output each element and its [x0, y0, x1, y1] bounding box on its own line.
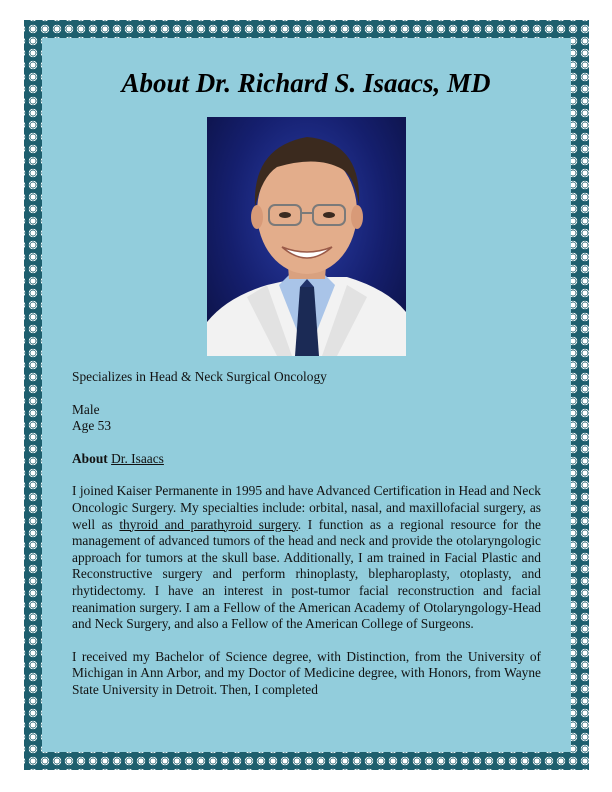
doctor-name-link[interactable]: Dr. Isaacs: [111, 450, 164, 466]
doctor-photo: [207, 117, 406, 356]
thyroid-surgery-link[interactable]: thyroid and parathyroid surgery: [119, 516, 298, 532]
bio-paragraph-2: I received my Bachelor of Science degree, with Distinction, from the University of Michigan in Ann Arbor, and my Doctor of Medicine degree, with Honors, from Wayne State University in Detroit. Then, I completed: [72, 648, 541, 697]
bio-1-text-b: . I function as a regional resource for the management of advanced tumors of the head and neck and provide the otolaryngologic approach for tumors at the skull base. Additionally, I am trained in Facial Plastic and Reconstructive surgery and perform rhinoplasty, blepharoplasty, otoplasty, and rhytidectomy. I have an interest in post-tumor facial reconstruction and facial reanimation surgery. I am a Fellow of the American Academy of Otolaryngology-Head and Neck Surgery, and also a Fellow of the American College of Surgeons.: [72, 516, 541, 632]
page-title: About Dr. Richard S. Isaacs, MD: [121, 68, 491, 98]
specialty-text: Specializes in Head & Neck Surgical Oncology: [72, 369, 327, 384]
about-label: About: [72, 450, 108, 466]
doctor-portrait-icon: [207, 117, 406, 356]
bio-paragraph-1: [72, 483, 541, 632]
about-heading: [72, 451, 541, 468]
profile-content: [72, 369, 541, 715]
gender-text: Male: [72, 401, 100, 417]
bio-1-text-a: I joined Kaiser Permanente in 1995 and have Advanced Certification in Head and Neck Oncologic Surgery. My specialties include: orbital, nasal, and maxillofacial surgery, as well as: [72, 483, 541, 532]
age-text: Age 53: [72, 418, 112, 434]
